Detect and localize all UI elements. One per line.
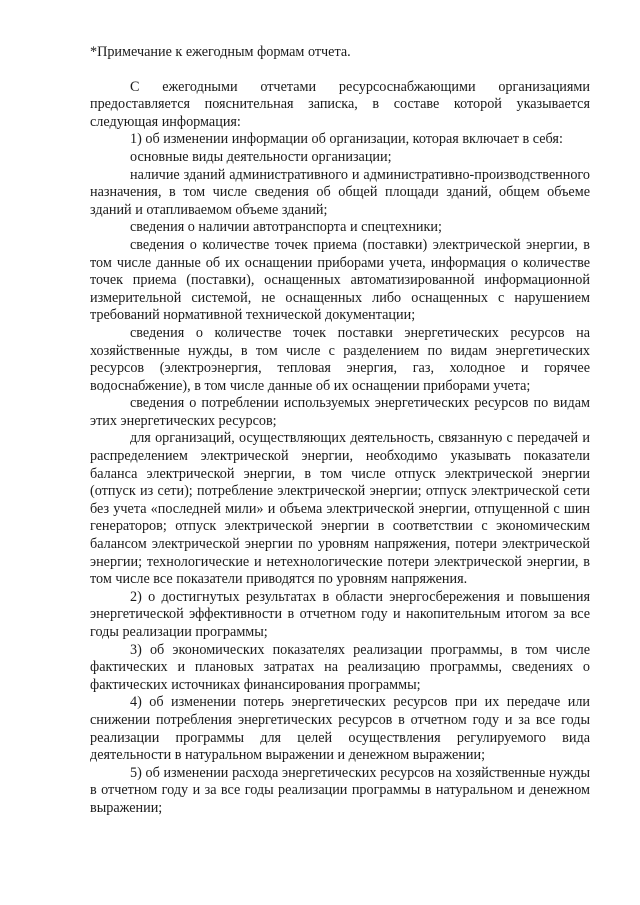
paragraph-balance: для организаций, осуществляющих деятельность, связанную с передачей и распределением электрической энергии, необходимо указывать показатели баланса электрической энергии, в том числе отпуск электрической энергии (отпуск из сети); потребление электрической энергии; отпуск электрической сети без учета «последней мили» и объема электрической энергии, отпущенной с шин генераторов; отпуск электрической энергии в соответствии с экономическим балансом электрической энергии по уровням напряжения, потери электрической энергии; технологические и нетехнологические потери электрической энергии, в том числе все показатели приводятся по уровням напряжения.	[90, 430, 590, 588]
paragraph-item-5: 5) об изменении расхода энергетических ресурсов на хозяйственные нужды в отчетном году и за все годы реализации программы в натуральном и денежном выражении;	[90, 764, 590, 816]
paragraph-consumption: сведения о потреблении используемых энергетических ресурсов по видам этих энергетических ресурсов;	[90, 395, 590, 429]
document-body	[90, 44, 590, 818]
paragraph-item-2: 2) о достигнутых результатах в области энергосбережения и повышения энергетической эффективности в отчетном году и накопительным итогом за все годы реализации программы;	[90, 588, 590, 640]
paragraph-supply-points: сведения о количестве точек поставки энергетических ресурсов на хозяйственные нужды, в том числе с разделением по видам энергетических ресурсов (электроэнергия, тепловая энергия, газ, холодное и горячее водоснабжение), в том числе данные об их оснащении приборами учета;	[90, 324, 590, 394]
paragraph-vehicles: сведения о наличии автотранспорта и спецтехники;	[130, 219, 442, 236]
paragraph-item-3: 3) об экономических показателях реализации программы, в том числе фактических и плановых затратах на реализацию программы, сведениях о фактических источниках финансирования программы;	[90, 641, 590, 693]
paragraph-item-1: 1) об изменении информации об организации, которая включает в себя:	[130, 131, 563, 148]
report-note: *Примечание к ежегодным формам отчета.	[90, 44, 351, 60]
paragraph-buildings: наличие зданий административного и административно-производственного назначения, в том числе сведения об общей площади зданий, общем объеме зданий и отапливаемом объеме зданий;	[90, 166, 590, 218]
paragraph-intro: С ежегодными отчетами ресурсоснабжающими организациями предоставляется пояснительная записка, в составе которой указывается следующая информация:	[90, 78, 590, 130]
paragraph-electric-points: сведения о количестве точек приема (поставки) электрической энергии, в том числе данные об их оснащении приборами учета, информация о количестве точек приема (поставки), оснащенных автоматизированной информационной измерительной системой, не оснащенных либо оснащенных с нарушением требований нормативной технической документации;	[90, 236, 590, 324]
paragraph-activities: основные виды деятельности организации;	[130, 148, 392, 165]
paragraph-item-4: 4) об изменении потерь энергетических ресурсов при их передаче или снижении потребления энергетических ресурсов в отчетном году и за все годы реализации программы для целей осуществления регулируемого вида деятельности в натуральном выражении и денежном выражении;	[90, 694, 590, 764]
